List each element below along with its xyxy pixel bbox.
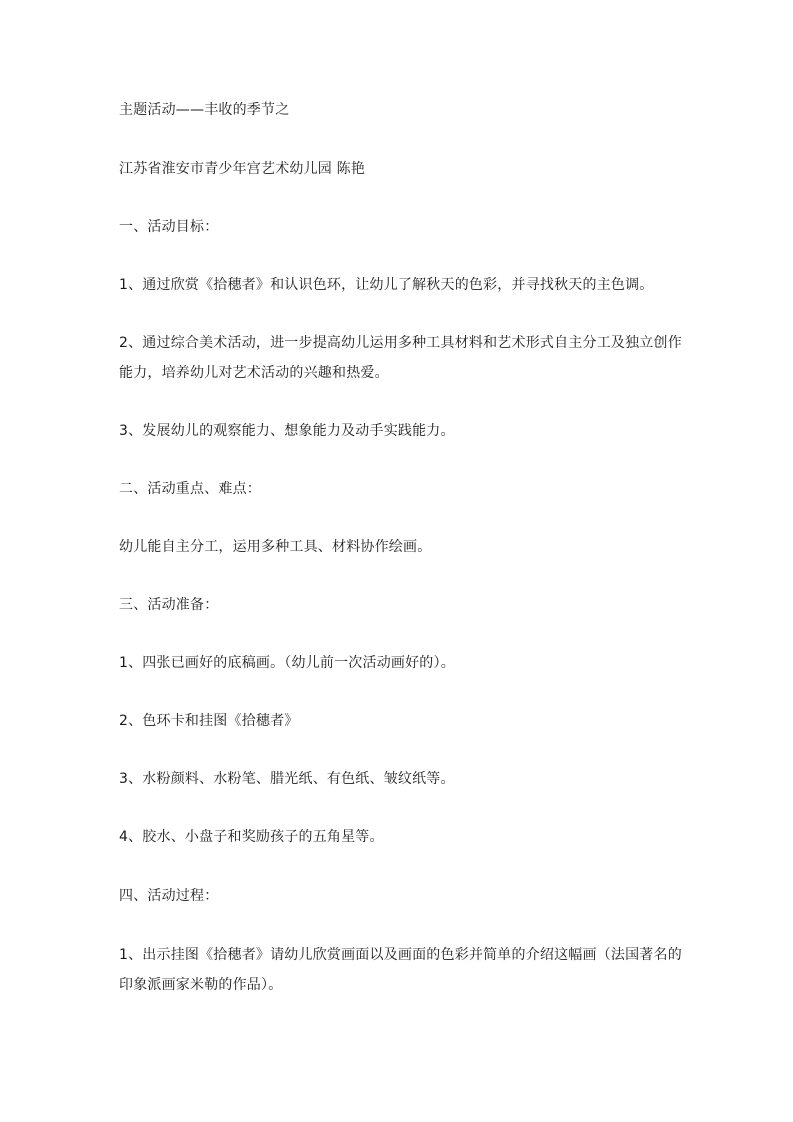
goal-item-2: 2、通过综合美术活动，进一步提高幼儿运用多种工具材料和艺术形式自主分工及独立创作能力，培养幼儿对艺术活动的兴趣和热爱。 — [119, 335, 682, 381]
section-heading-focus: 二、活动重点、难点： — [119, 481, 261, 497]
preparation-item-1: 1、四张已画好的底稿画。（幼儿前一次活动画好的）。 — [119, 655, 455, 671]
section-heading-preparation: 三、活动准备： — [119, 597, 219, 613]
document-author: 江苏省淮安市青少年宫艺术幼儿园 陈艳 — [119, 161, 366, 177]
focus-text: 幼儿能自主分工，运用多种工具、材料协作绘画。 — [119, 539, 432, 555]
preparation-item-3: 3、水粉颜料、水粉笔、腊光纸、有色纸、皱纹纸等。 — [119, 771, 455, 787]
goal-item-1: 1、通过欣赏《拾穗者》和认识色环，让幼儿了解秋天的色彩，并寻找秋天的主色调。 — [119, 277, 654, 293]
section-heading-process: 四、活动过程： — [119, 888, 219, 904]
section-heading-goals: 一、活动目标： — [119, 219, 219, 235]
goal-item-3: 3、发展幼儿的观察能力、想象能力及动手实践能力。 — [119, 423, 455, 439]
process-item-1: 1、出示挂图《拾穗者》请幼儿欣赏画面以及画面的色彩并简单的介绍这幅画（法国著名的印象派画家米勒的作品）。 — [119, 947, 682, 993]
preparation-item-4: 4、胶水、小盘子和奖励孩子的五角星等。 — [119, 829, 384, 845]
document-title: 主题活动——丰收的季节之 — [119, 102, 290, 118]
preparation-item-2: 2、色环卡和挂图《拾穗者》 — [119, 713, 299, 729]
